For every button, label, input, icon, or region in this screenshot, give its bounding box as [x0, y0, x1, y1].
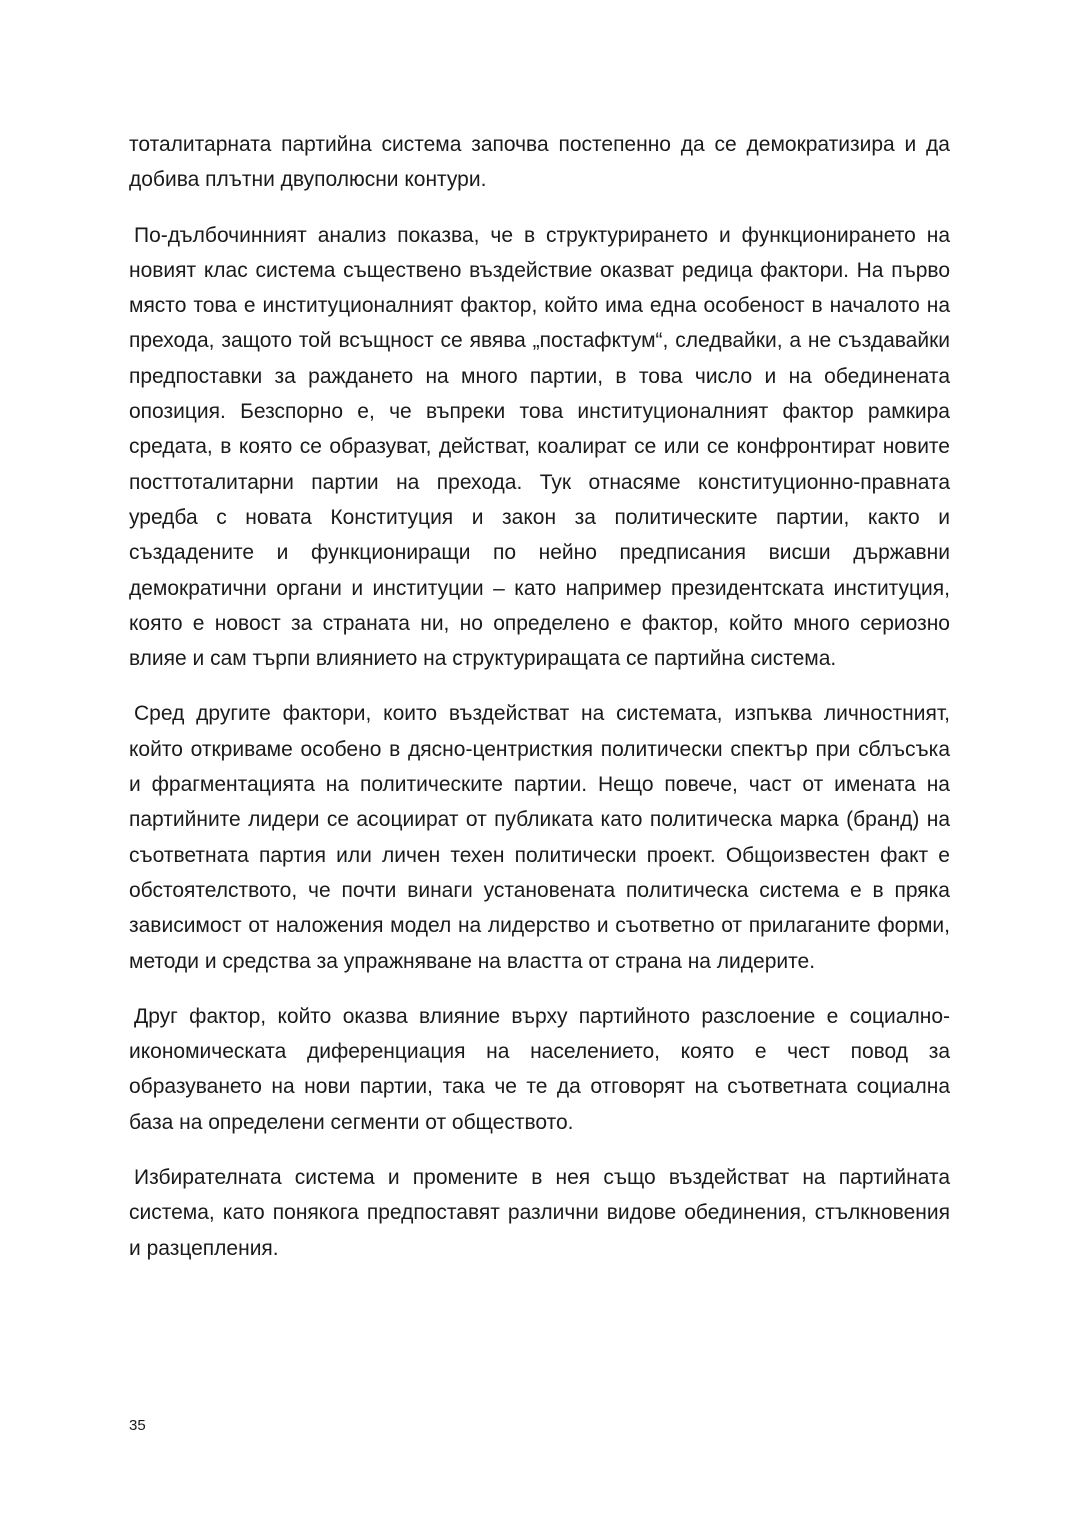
page-number: 35: [129, 1417, 146, 1434]
paragraph: По-дълбочинният анализ показва, че в структурирането и функционирането на новият клас система съществено въздействие оказват редица фактори. На първо място това е институционалният фактор, който има една особеност в началото на прехода, защото той всъщност се явява „постафктум“, следвайки, а не създавайки предпоставки за раждането на много партии, в това число и на обединената опозиция. Безспорно е, че въпреки това институционалният фактор рамкира средата, в която се образуват, действат, коалират се или се конфронтират новите посттоталитарни партии на прехода. Тук отнасяме конституционно-правната уредба с новата Конституция и закон за политическите партии, както и създадените и функциониращи по нейно предписания висши държавни демократични органи и институции – като например президентската институция, която е новост за страната ни, но определено е фактор, който много сериозно влияе и сам търпи влиянието на структуриращата се партийна система.: [129, 223, 950, 671]
paragraph: Сред другите фактори, които въздействат на системата, изпъква личностният, който откриваме особено в дясно-центристкия политически спектър при сблъсъка и фрагментацията на политическите партии. Нещо повече, част от имената на партийните лидери се асоциират от публиката като политическа марка (бранд) на съответната партия или личен техен политически проект. Общоизвестен факт е обстоятелството, че почти винаги установената политическа система е в пряка зависимост от наложения модел на лидерство и съответно от прилаганите форми, методи и средства за упражняване на властта от страна на лидерите.: [129, 702, 950, 973]
paragraph: Друг фактор, който оказва влияние върху партийното разслоение е социално-икономическата диференциация на населението, която е чест повод за образуването на нови партии, така че те да отговорят на съответната социална база на определени сегменти от обществото.: [129, 1004, 950, 1134]
body-text: [129, 127, 950, 1286]
paragraph: Избирателната система и промените в нея също въздействат на партийната система, като понякога предпоставят различни видове обединения, стълкновения и разцепления.: [129, 1166, 950, 1260]
paragraph-continuation: тоталитарната партийна система започва постепенно да се демократизира и да добива плътни двуполюсни контури.: [129, 133, 950, 192]
